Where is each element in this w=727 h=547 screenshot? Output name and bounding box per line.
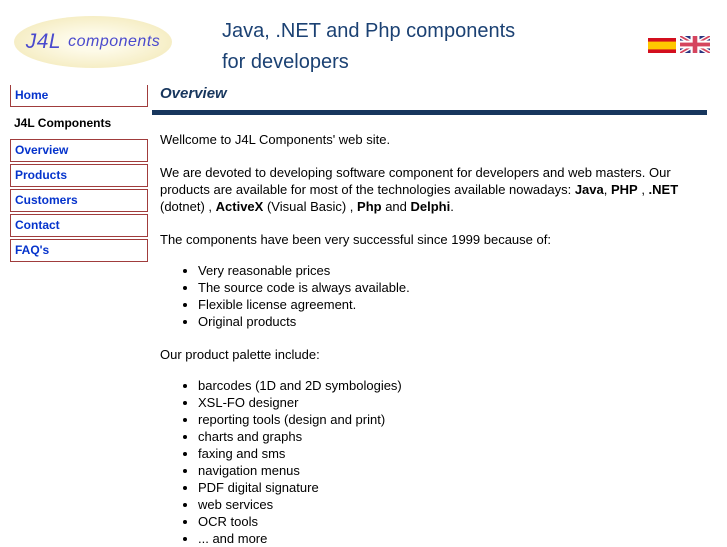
sidebar-item-customers[interactable] (10, 189, 148, 212)
content-heading: Overview (160, 85, 227, 102)
sidebar-item-contact[interactable] (10, 214, 148, 237)
language-switcher (648, 36, 710, 53)
page-title-line2: for developers (222, 51, 349, 73)
tech-delphi: Delphi (410, 199, 451, 214)
sidebar-item-overview[interactable] (10, 139, 148, 162)
list-item: • PDF digital signature (198, 479, 707, 496)
sidebar-item-home[interactable] (10, 85, 148, 107)
main-content (152, 85, 707, 547)
intro-text: (Visual Basic) , (263, 199, 358, 214)
tech-java: Java (574, 182, 604, 197)
intro-text: , (603, 182, 611, 197)
sidebar-item-label: Home (15, 88, 49, 102)
logo-text-components: components (68, 33, 161, 50)
sidebar-item-label: Overview (15, 143, 69, 157)
heading-divider (152, 110, 707, 115)
list-item: • Flexible license agreement. (198, 296, 707, 313)
logo-text-j4l: J4L (25, 30, 62, 53)
list-item: • OCR tools (198, 513, 707, 530)
welcome-text: Wellcome to J4L Components' web site. (160, 132, 391, 147)
intro-text: , (637, 182, 649, 197)
sidebar-item-faqs[interactable] (10, 239, 148, 262)
intro-text: and (381, 199, 411, 214)
sidebar-item-label: Customers (15, 193, 78, 207)
uk-flag-icon[interactable] (680, 36, 710, 53)
spanish-flag-icon[interactable] (648, 38, 676, 53)
benefits-list (152, 262, 707, 330)
intro-paragraph (160, 164, 705, 215)
palette-intro-text: Our product palette include: (160, 347, 320, 362)
list-item: • charts and graphs (198, 428, 707, 445)
sidebar-section-label: J4L Components (14, 116, 112, 130)
intro-text: We are devoted to developing software component for developers and web masters. Our products are available for most of the technologies available nowadays: (160, 165, 671, 197)
tech-activex: ActiveX (215, 199, 264, 214)
list-item: • Original products (198, 313, 707, 330)
list-item: • web services (198, 496, 707, 513)
list-item: • XSL-FO designer (198, 394, 707, 411)
list-item: • barcodes (1D and 2D symbologies) (198, 377, 707, 394)
tech-dotnet: .NET (648, 182, 679, 197)
sidebar-nav (10, 85, 148, 264)
tech-php2: Php (357, 199, 382, 214)
list-item: • Very reasonable prices (198, 262, 707, 279)
page-title (222, 16, 515, 78)
intro-text: (dotnet) , (160, 199, 216, 214)
list-item: • ... and more (198, 530, 707, 547)
benefits-intro-text: The components have been very successful since 1999 because of: (160, 232, 551, 247)
tech-php: PHP (610, 182, 638, 197)
list-item: • faxing and sms (198, 445, 707, 462)
sidebar-item-label: FAQ's (15, 243, 50, 257)
sidebar-item-label: Products (15, 168, 68, 182)
palette-list (152, 377, 707, 547)
sidebar-item-products[interactable] (10, 164, 148, 187)
intro-text: . (450, 199, 454, 214)
list-item: • navigation menus (198, 462, 707, 479)
list-item: • The source code is always available. (198, 279, 707, 296)
j4l-logo (14, 16, 172, 68)
page-title-line1: Java, .NET and Php components (222, 20, 516, 42)
sidebar-item-label: Contact (15, 218, 60, 232)
list-item: • reporting tools (design and print) (198, 411, 707, 428)
